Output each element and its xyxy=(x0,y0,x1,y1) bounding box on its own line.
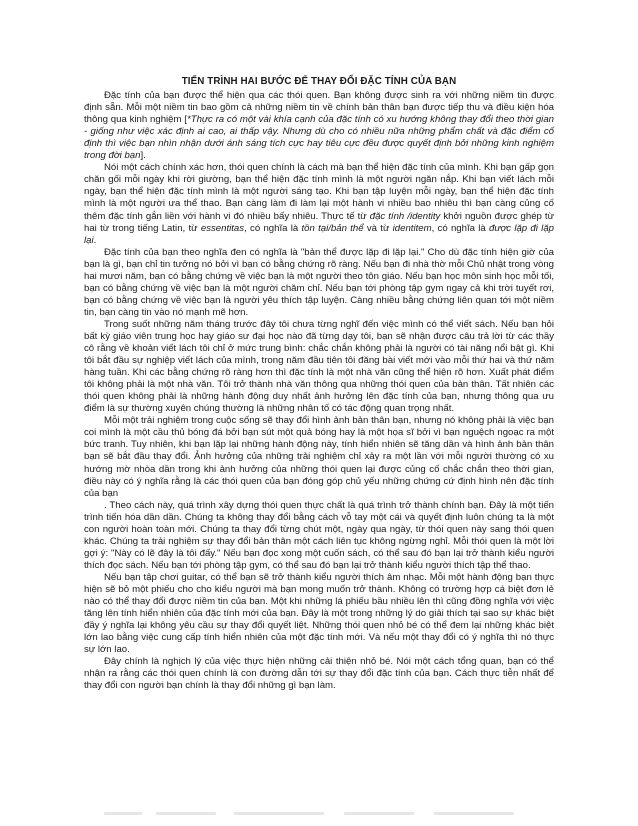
paragraph-text: Đặc tính của bạn theo nghĩa đen có nghĩa là "bản thể được lặp đi lặp lại." Cho dù đặc tính hiện giờ của bạn là gì, bạn chỉ tin tưởng nó bởi vì bạn có bằng chứng rõ ràng. Nếu bạn đi nhà thờ mỗi Chủ nhật trong vòng hai mươi năm, bạn có bằng chứng về việc bạn là một người theo tôn giáo. Nếu bạn học môn sinh học mỗi tối, bạn có bằng chứng về việc bạn là một người chăm chỉ. Nếu bạn tới phòng tập gym ngay cả khi trời tuyết rơi, bạn có bằng chứng về việc bạn là người yêu thích tập luyện. Càng nhiều bằng chứng liên quan tới một niềm tin, bạn càng tin vào nó mạnh mẽ hơn. xyxy=(84,246,554,318)
paragraph-text: Nói một cách chính xác hơn, thói quen chính là cách mà bạn thể hiện đặc tính của mình. Khi bạn gấp gọn chăn gối mỗi ngày khi rời giường, bạn thể hiện đặc tính mình là một người ngăn nắp. Khi bạn viết lách mỗi ngày, bạn thể hiện đặc tính mình là một người sáng tạo. Khi bạn tập luyện mỗi ngày, bạn thể hiện đặc tính mình là một người ưa thể thao. Bạn càng làm đi làm lại một hành vi nhiều bao nhiêu thì bạn càng củng cố thêm đặc tính gắn liền với hành vi đó nhiều bấy nhiêu. Thực tế từ xyxy=(84,162,554,222)
paragraph-text: Nếu bạn tập chơi guitar, có thể bạn sẽ trở thành kiểu người thích âm nhạc. Mỗi một hành động bạn thực hiện sẽ bỏ một phiếu cho cho kiểu người mà bạn mong muốn trở thành. Không có trường hợp cá biệt đơn lẻ nào có thể thay đổi được niềm tin của bạn. Một khi những lá phiếu bầu nhiều lên thì cũng đồng nghĩa với việc tăng lên tính hiển nhiên của đặc tính mới của bạn. Đây là một trong những lý do giải thích tại sao sự khác biệt đầy ý nghĩa lại không yêu cầu sự thay đổi quyết liệt. Những thói quen nhỏ bé có thể đem lại những khác biệt lớn lao bằng việc cung cấp tính hiển nhiên của một đặc tính mới. Và nếu một thay đổi có ý nghĩa thì nó thực sự lớn lao. xyxy=(84,571,554,656)
body-paragraph xyxy=(84,90,554,162)
paragraph-text: Đặc tính của bạn được thể hiện qua các thói quen. Bạn không được sinh ra với những niềm tin được định sẵn. Mỗi một niềm tin bao gồm cả những niềm tin về chính bản thân bạn được tiếp thu và điều kiện hóa thông qua kinh nghiệm [ xyxy=(84,90,554,126)
paragraph-text: Đây chính là nghịch lý của việc thực hiện những cải thiện nhỏ bé. Nói một cách tổng quan, bạn có thể nhận ra rằng các thói quen chính là con đường dẫn tới sự thay đổi đặc tính của bạn. Cách thực tiễn nhất để thay đổi con người bạn chính là thay đổi những gì bạn làm. xyxy=(84,656,554,692)
body-paragraph xyxy=(84,415,554,499)
italic-text: tồn tại/bản thể xyxy=(301,222,364,234)
body-paragraph xyxy=(84,162,554,246)
document-body xyxy=(84,90,554,692)
paragraph-text: Trong suốt những năm tháng trước đây tôi chưa từng nghĩ đến việc mình có thể viết sách. Nếu bạn hỏi bất kỳ giáo viên trung học hay giáo sư đại học nào đã từng dạy tôi, bạn sẽ nhận được câu trả lời từ các thầy cô rằng về khoản viết lách tôi chỉ ở mức trung bình: chắc chắn không phải là người có tài năng nổi bật gì. Khi tôi bắt đầu sự nghiệp viết lách của mình, trong năm đầu tiên tôi đăng bài viết mới vào mỗi thứ hai và thứ năm hàng tuần. Khi các bằng chứng rõ ràng hơn thì đặc tính là một nhà văn cũng thể hiện rõ hơn. Xuất phát điểm tôi không phải là một nhà văn. Tôi trở thành nhà văn thông qua những thói quen của bản thân. Tất nhiên các thói quen không phải là những hành động duy nhất ảnh hưởng lên đặc tính của bạn, nhưng thông qua ưu điểm là sự thường xuyên chúng thường là những nhân tố có tác động quan trọng nhất. xyxy=(84,318,554,415)
italic-text: *Thực ra có một vài khía cạnh của đặc tính có xu hướng không thay đổi theo thời gian - giống như việc xác định ai cao, ai thấp vậy. Nhưng dù cho có nhiều nữa những phẩm chất và đặc điểm cố định thì việc bạn nhìn nhận dưới ánh sáng tích cực hay tiêu cực đều được quyết định bởi những kinh nghiệm trong đời bạn xyxy=(84,114,554,162)
paragraph-text: ]. xyxy=(140,150,146,162)
paragraph-text: khởi nguồn được ghép từ hai từ trong tiếng Latin, từ xyxy=(84,210,554,234)
faded-next-line xyxy=(104,812,534,818)
paragraph-text: và từ xyxy=(363,222,393,234)
italic-text: được lặp đi lặp lại xyxy=(84,222,554,246)
paragraph-text: . xyxy=(93,234,97,246)
body-paragraph xyxy=(84,319,554,415)
page-title: TIẾN TRÌNH HAI BƯỚC ĐỂ THAY ĐỔI ĐẶC TÍNH CỦA BẠN xyxy=(181,76,457,87)
body-paragraph xyxy=(84,572,554,656)
paragraph-text: , có nghĩa là xyxy=(244,222,302,234)
paragraph-text: , có nghĩa là xyxy=(431,222,490,234)
body-paragraph xyxy=(84,500,554,572)
italic-text: đặc tính /identity xyxy=(369,210,441,222)
paragraph-text: Mỗi một trải nghiệm trong cuộc sống sẽ thay đổi hình ảnh bản thân bạn, nhưng nó không phải là việc bạn coi mình là một cầu thủ bóng đá bởi bạn sút một quả bóng hay là một họa sĩ bởi vì bạn nguệch ngoạc ra một bức tranh. Tuy nhiên, khi bạn lặp lại những hành động này, tính hiển nhiên sẽ tăng dần và hình ảnh bản thân bạn sẽ bắt đầu thay đổi. Ảnh hưởng của những trải nghiệm chỉ xảy ra một lần với mỗi người thường có xu hướng mờ nhòa dần trong khi ảnh hưởng của những thói quen lại được củng cố chắc chắn theo thời gian, điều này có ý nghĩa rằng là các thói quen của bạn đóng góp chủ yếu những chứng cứ định hình nên đặc tính của bạn xyxy=(84,415,554,499)
italic-text: identitem xyxy=(392,222,432,234)
body-paragraph xyxy=(84,656,554,692)
paragraph-text: . Theo cách này, quá trình xây dựng thói quen thực chất là quá trình trở thành chính bạn. Đây là một tiến trình tiến hóa dần dần. Chúng ta không thay đổi bằng cách vỗ tay một cái và quyết định luôn chúng ta là một con người hoàn toàn mới. Chúng ta thay đổi từng chút một, ngày qua ngày, từ thói quen này sang thói quen khác. Chúng ta trải nghiệm sự thay đổi bản thân một cách liên tục không ngừng nghỉ. Mỗi thói quen là một lời gợi ý: "Này có lẽ đây là tôi đấy." Nếu bạn đọc xong một cuốn sách, có thể sau đó bạn lại trở thành kiểu người thích đọc sách. Nếu bạn tới phòng tập gym, có thể sau đó bạn lại trở thành kiểu người thích tập thể thao. xyxy=(84,499,554,571)
body-paragraph xyxy=(84,247,554,319)
italic-text: essentitas xyxy=(200,222,245,234)
document-page xyxy=(84,76,554,692)
